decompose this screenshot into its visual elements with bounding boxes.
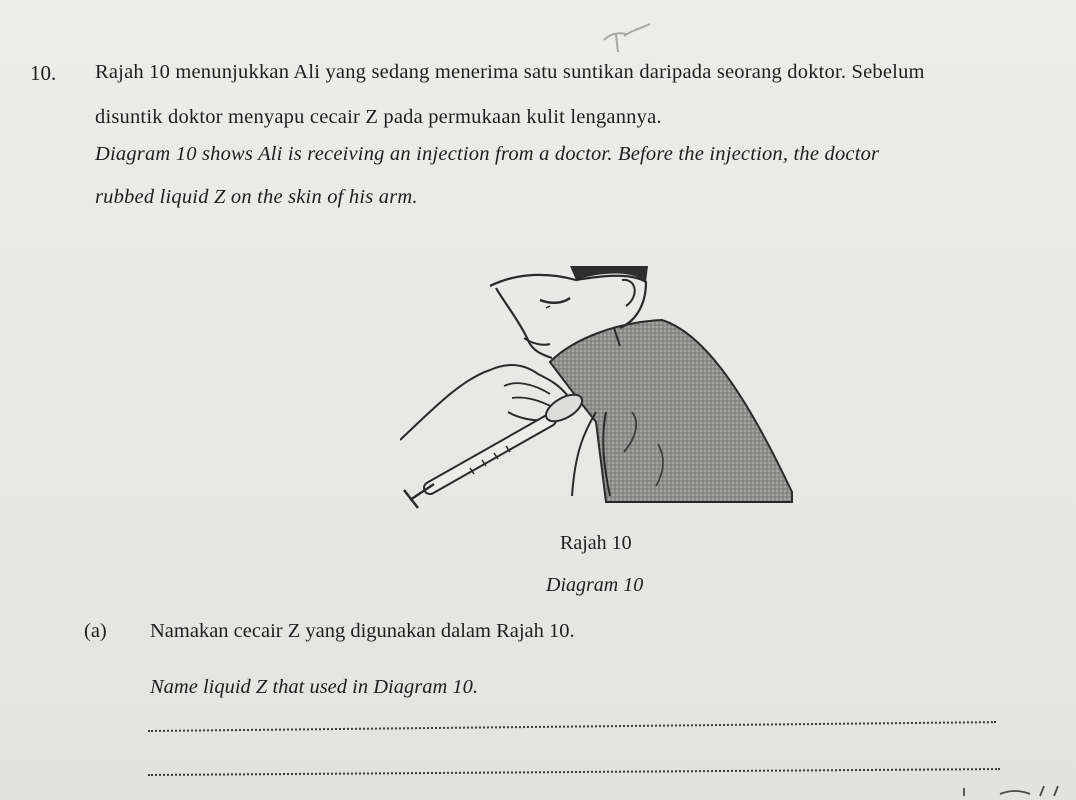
question-english-line-1: Diagram 10 shows Ali is receiving an injection from a doctor. Before the injection, the doctor [95, 143, 880, 165]
answer-line[interactable] [148, 721, 996, 732]
injection-illustration [400, 262, 800, 510]
part-a-question-english: Name liquid Z that used in Diagram 10. [150, 676, 479, 698]
figure-caption-english: Diagram 10 [546, 574, 644, 596]
pen-mark-icon [596, 18, 656, 58]
question-number: 10. [30, 61, 57, 85]
part-a-question-malay: Namakan cecair Z yang digunakan dalam Rajah 10. [150, 620, 575, 642]
figure-caption-malay: Rajah 10 [560, 532, 632, 554]
question-malay-line-2: disuntik doktor menyapu cecair Z pada permukaan kulit lengannya. [95, 106, 662, 128]
answer-line[interactable] [148, 768, 1000, 776]
part-a-label: (a) [84, 620, 107, 642]
question-malay-line-1: Rajah 10 menunjukkan Ali yang sedang menerima satu suntikan daripada seorang doktor. Sebelum [95, 61, 925, 83]
handwritten-mark-icon [960, 782, 1070, 800]
question-english-line-2: rubbed liquid Z on the skin of his arm. [95, 186, 418, 208]
